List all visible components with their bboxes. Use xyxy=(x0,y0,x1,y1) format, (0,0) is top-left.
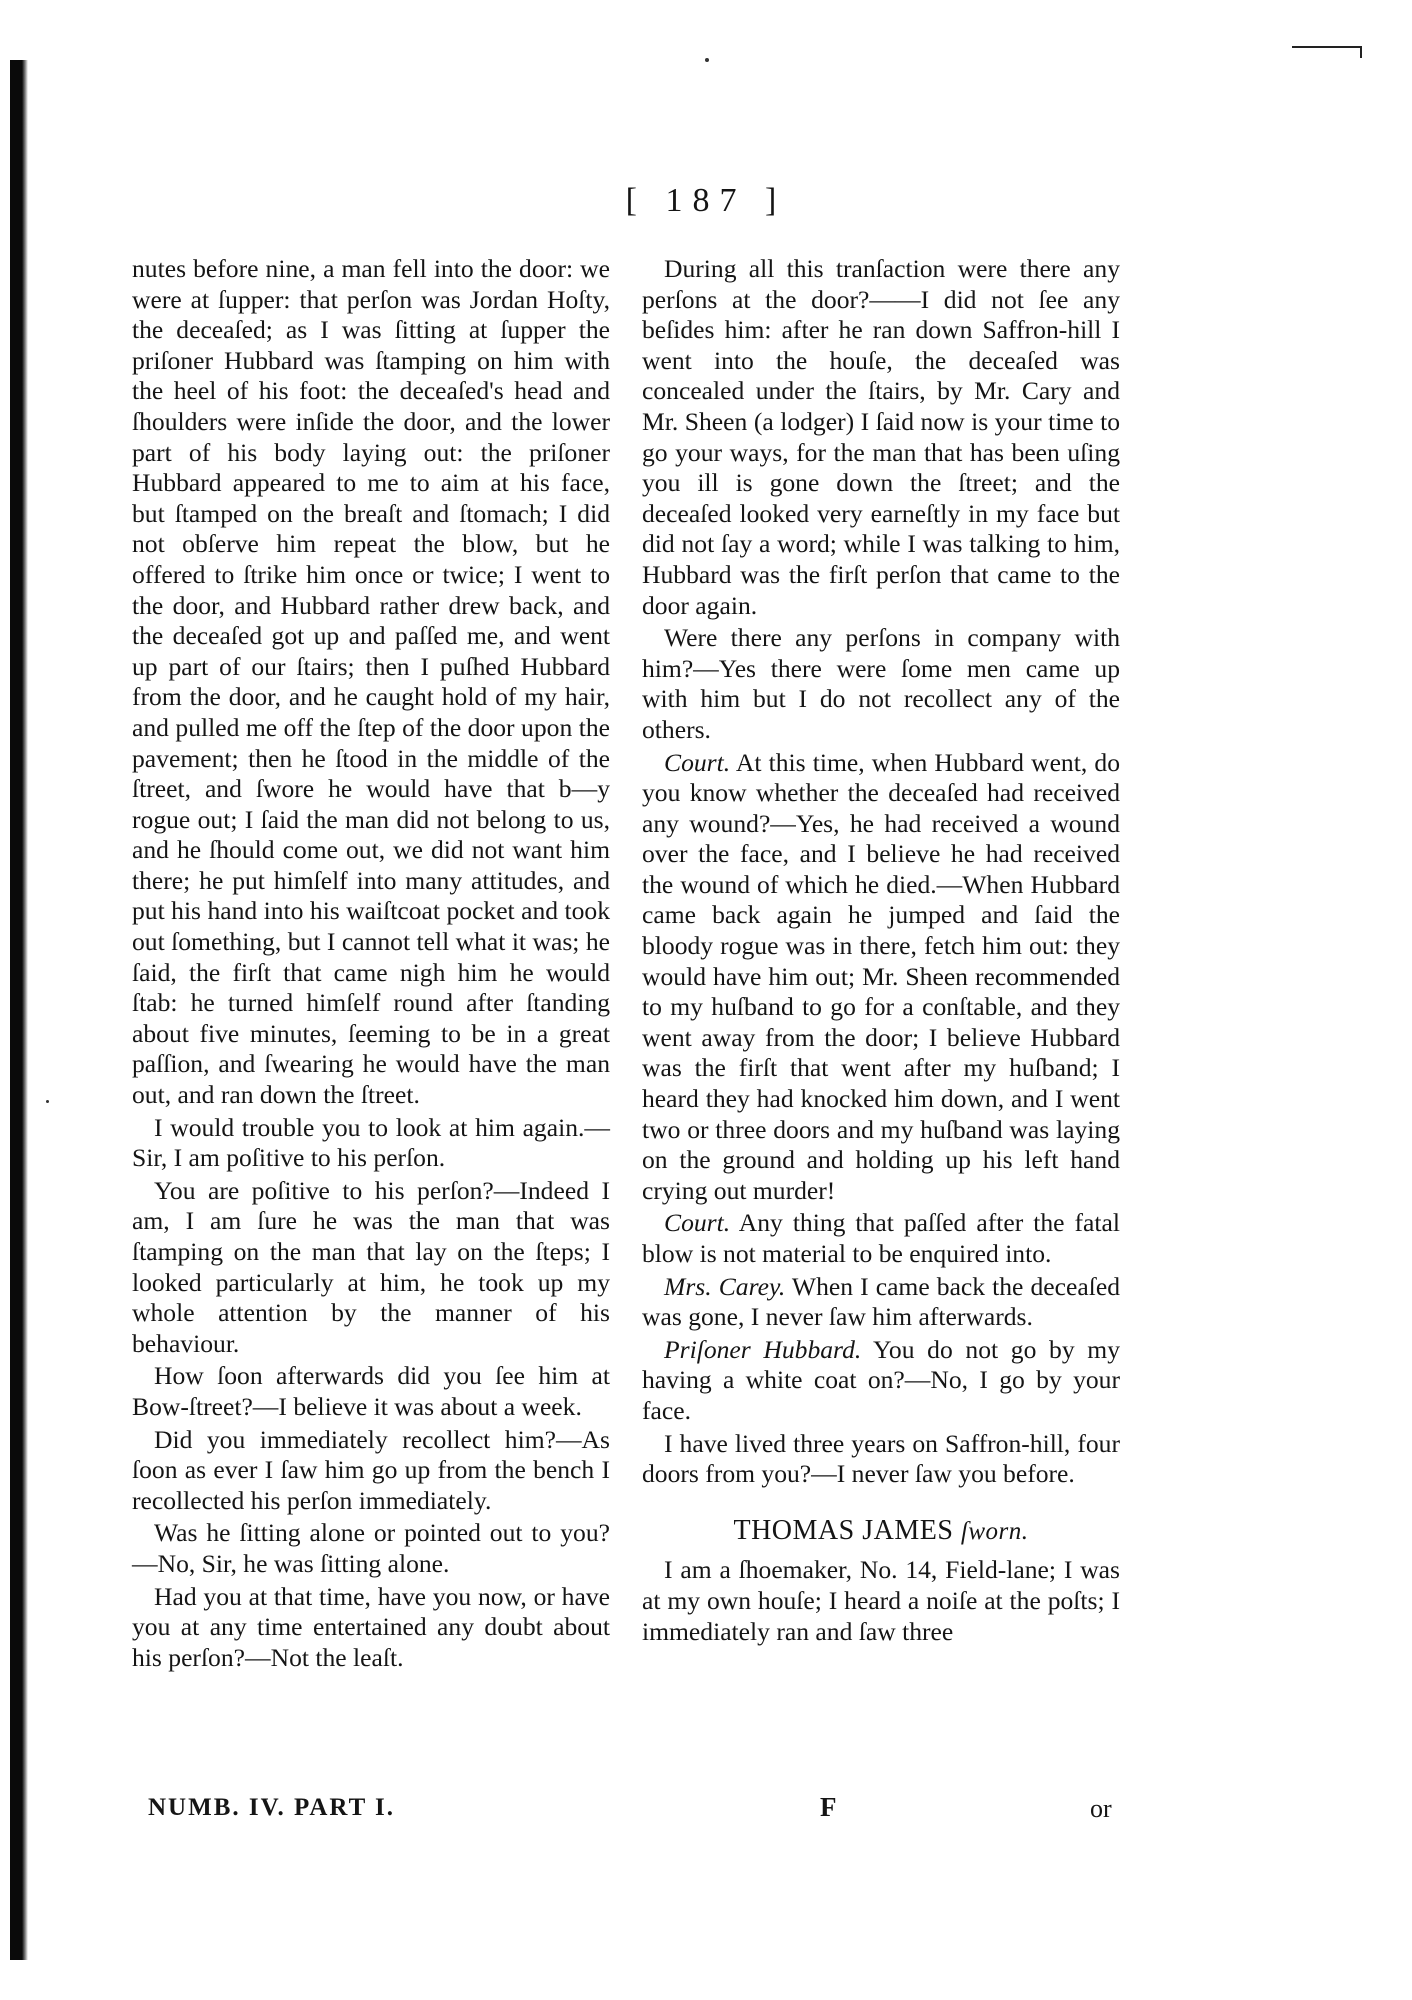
paragraph xyxy=(642,254,1120,621)
part-signature: NUMB. IV. PART I. xyxy=(148,1794,396,1821)
right-column xyxy=(642,254,1120,1647)
corner-rule-mark xyxy=(1292,46,1362,48)
paragraph: Did you immediately recollect him?—As ſoon as ever I ſaw him go up from the bench I recollected his perſon immediately. xyxy=(132,1424,610,1515)
paragraph-text: Were there any perſons in company with him?—Yes there were ſome men came up with him but I do not recollect any of the others. xyxy=(642,623,1120,744)
paragraph xyxy=(642,748,1120,1207)
paragraph xyxy=(642,1272,1120,1333)
paragraph: Had you at that time, have you now, or have you at any time entertained any doubt about his perſon?—Not the leaſt. xyxy=(132,1581,610,1672)
speaker-label: Priſoner Hubbard. xyxy=(664,1334,862,1364)
ink-speck xyxy=(46,1100,49,1103)
paragraph: How ſoon afterwards did you ſee him at Bow-ſtreet?—I believe it was about a week. xyxy=(132,1361,610,1421)
paragraph-text: Any thing that paſſed after the fatal blow is not material to be enquired into. xyxy=(642,1208,1120,1268)
witness-heading xyxy=(642,1516,1120,1548)
witness-name: THOMAS JAMES xyxy=(733,1514,954,1546)
paragraph xyxy=(642,1208,1120,1269)
paragraph-text: During all this tranſaction were there any perſons at the door?——I did not ſee any beſides him: after he ran down Saffron-hill I went into the houſe, the deceaſed was concealed under the ſtairs, by Mr. Cary and Mr. Sheen (a lodger) I ſaid now is your time to go your ways, for the man that has been uſing you ill is gone down the ſtreet; and the deceaſed looked very earneſtly in my face but did not ſay a word; while I was talking to him, Hubbard was the firſt perſon that came to the door again. xyxy=(642,254,1120,620)
paragraph-text: At this time, when Hubbard went, do you know whether the deceaſed had received any wound?—Yes, he had received a wound over the face, and I believe he had received the wound of which he died.—When Hubbard came back again he jumped and ſaid the bloody rogue was in there, fetch him out: they would have him out; Mr. Sheen recommended to my huſband to go for a conſtable, and they went away from the door; I believe Hubbard was the firſt that went after my huſband; I heard they had knocked him down, and I went two or three doors and my huſband was laying on the ground and holding up his left hand crying out murder! xyxy=(642,747,1120,1205)
left-column xyxy=(132,254,610,1673)
paragraph xyxy=(642,1335,1120,1427)
paragraph xyxy=(642,1429,1120,1490)
paragraph: I would trouble you to look at him again.—Sir, I am poſitive to his perſon. xyxy=(132,1112,610,1173)
catchword: or xyxy=(1090,1794,1112,1823)
paragraph: I am a ſhoemaker, No. 14, Field-lane; I was at my own houſe; I heard a noiſe at the poſts; I immediately ran and ſaw three xyxy=(642,1555,1120,1646)
speaker-label: Court. xyxy=(664,747,731,777)
paragraph: You are poſitive to his perſon?—Indeed I am, I am ſure he was the man that was ſtamping on the man that lay on the ſteps; I looked particularly at him, he took up my whole attention by the manner of his behaviour. xyxy=(132,1175,610,1358)
page-number: [ 187 ] xyxy=(625,182,787,219)
speaker-label: Mrs. Carey. xyxy=(664,1271,786,1301)
paragraph: nutes before nine, a man fell into the door: we were at ſupper: that perſon was Jordan Hoſty, the deceaſed; as I was ſitting at ſupper the priſoner Hubbard was ſtamping on him with the heel of his foot: the deceaſed's head and ſhoulders were inſide the door, and the lower part of his body laying out: the priſoner Hubbard appeared to me to aim at his face, but ſtamped on the breaſt and ſtomach; I did not obſerve him repeat the blow, but he offered to ſtrike him once or twice; I went to the door, and Hubbard rather drew back, and the deceaſed got up and paſſed me, and went up part of our ſtairs; then I puſhed Hubbard from the door, and he caught hold of my hair, and pulled me off the ſtep of the door upon the pavement; then he ſtood in the middle of the ſtreet, and ſwore he would have that b—y rogue out; I ſaid the man did not belong to us, and he ſhould come out, we did not want him there; he put himſelf into many attitudes, and put his hand into his waiſtcoat pocket and took out ſomething, but I cannot tell what it was; he ſaid, the firſt that came nigh him he would ſtab: he turned himſelf round after ſtanding about five minutes, ſeeming to be in a great paſſion, and ſwearing he would have the man out, and ran down the ſtreet. xyxy=(132,254,610,1110)
paragraph xyxy=(642,623,1120,745)
ink-speck xyxy=(705,58,709,62)
paragraph: Was he ſitting alone or pointed out to you?—No, Sir, he was ſitting alone. xyxy=(132,1518,610,1578)
signature-mark: F xyxy=(820,1792,837,1822)
paragraph-text: I have lived three years on Saffron-hill, four doors from you?—I never ſaw you before. xyxy=(642,1428,1120,1489)
page-binding-edge xyxy=(10,60,28,1960)
sworn-label: ſworn. xyxy=(960,1517,1029,1545)
speaker-label: Court. xyxy=(664,1208,731,1238)
paragraph-text: You do not go by my having a white coat on?—No, I go by your face. xyxy=(642,1334,1120,1425)
paragraph-text: When I came back the deceaſed was gone, I never ſaw him afterwards. xyxy=(642,1271,1120,1332)
